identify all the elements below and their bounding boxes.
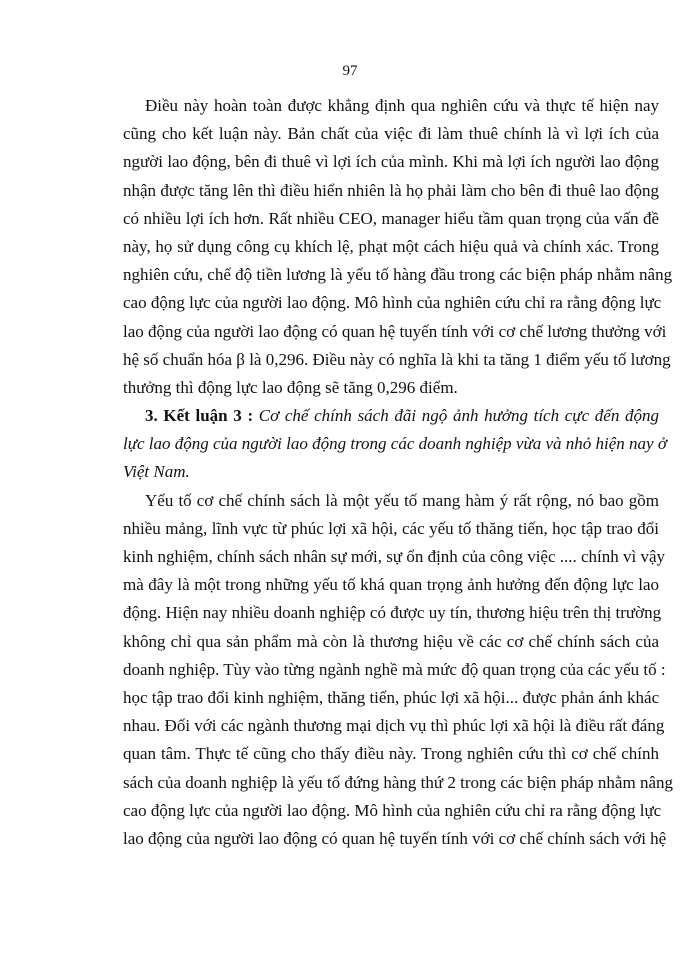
- text-line: động. Hiện nay nhiều doanh nghiệp có được uy tín, thương hiệu trên thị trường: [123, 603, 662, 623]
- text-line: mà đây là một trong những yếu tố khá quan trọng ảnh hưởng đến động lực lao: [123, 575, 659, 595]
- text-line: Việt Nam.: [123, 462, 190, 482]
- text-line: [123, 402, 659, 430]
- conclusion-heading-text: Cơ chế chính sách đãi ngộ ảnh hưởng tích cực đến động: [253, 406, 659, 426]
- text-line: nhận được tăng lên thì điều hiển nhiên là họ phải làm cho bên đi thuê lao động: [123, 180, 659, 200]
- text-line: Điều này hoàn toàn được khẳng định qua nghiên cứu và thực tế hiện nay: [145, 96, 659, 115]
- text-line: lao động của người lao động có quan hệ tuyến tính với cơ chế lương thưởng với: [123, 321, 667, 341]
- text-line: cũng cho kết luận này. Bản chất của việc đi làm thuê chính là vì lợi ích của: [123, 124, 659, 144]
- text-line: kinh nghiệm, chính sách nhân sự mới, sự ổn định của công việc .... chính vì vậy: [123, 547, 666, 566]
- text-line: nhiều mảng, lĩnh vực từ phúc lợi xã hội, các yếu tố thăng tiến, học tập trao đổi: [123, 518, 659, 538]
- text-line: hệ số chuẩn hóa β là 0,296. Điều này có nghĩa là khi ta tăng 1 điểm yếu tố lương: [123, 349, 671, 369]
- paragraph-conclusion-3: [123, 402, 667, 487]
- text-line: doanh nghiệp. Tùy vào từng ngành nghề mà mức độ quan trọng của các yếu tố :: [123, 659, 666, 679]
- text-line: lực lao động của người lao động trong các doanh nghiệp vừa và nhỏ hiện nay ở: [123, 434, 667, 454]
- text-line: thưởng thì động lực lao động sẽ tăng 0,296 điểm.: [123, 377, 458, 397]
- page-number: 97: [342, 63, 358, 79]
- text-line: có nhiều lợi ích hơn. Rất nhiều CEO, manager hiểu tầm quan trọng của vấn đề: [123, 208, 659, 228]
- text-line: sách của doanh nghiệp là yếu tố đứng hàng thứ 2 trong các biện pháp nhằm nâng: [123, 772, 673, 792]
- text-line: lao động của người lao động có quan hệ tuyến tính với cơ chế chính sách với hệ: [123, 828, 667, 848]
- text-line: này, họ sử dụng công cụ khích lệ, phạt một cách hiệu quả và chính xác. Trong: [123, 236, 659, 256]
- text-line: Yếu tố cơ chế chính sách là một yếu tố mang hàm ý rất rộng, nó bao gồm: [145, 490, 659, 510]
- text-line: người lao động, bên đi thuê vì lợi ích của mình. Khi mà lợi ích người lao động: [123, 152, 659, 172]
- text-line: nhau. Đối với các ngành thương mại dịch vụ thì phúc lợi xã hội là điều rất đáng: [123, 716, 665, 736]
- text-line: không chỉ qua sản phẩm mà còn là thương hiệu về các cơ chế chính sách của: [123, 631, 659, 651]
- text-line: cao động lực của người lao động. Mô hình của nghiên cứu chỉ ra rằng động lực: [123, 800, 662, 820]
- paragraph-policy-factor: [123, 487, 673, 853]
- text-line: quan tâm. Thực tế cũng cho thấy điều này. Trong nghiên cứu thì cơ chế chính: [123, 744, 659, 764]
- text-line: học tập trao đổi kinh nghiệm, thăng tiến, phúc lợi xã hội... được phản ánh khác: [123, 687, 660, 707]
- text-line: nghiên cứu, chế độ tiền lương là yếu tố hàng đầu trong các biện pháp nhằm nâng: [123, 265, 673, 285]
- conclusion-heading-label: 3. Kết luận 3 :: [145, 406, 254, 426]
- text-line: cao động lực của người lao động. Mô hình của nghiên cứu chỉ ra rằng động lực: [123, 293, 662, 313]
- paragraph-salary-conclusion: [123, 92, 673, 402]
- document-body: [123, 92, 673, 853]
